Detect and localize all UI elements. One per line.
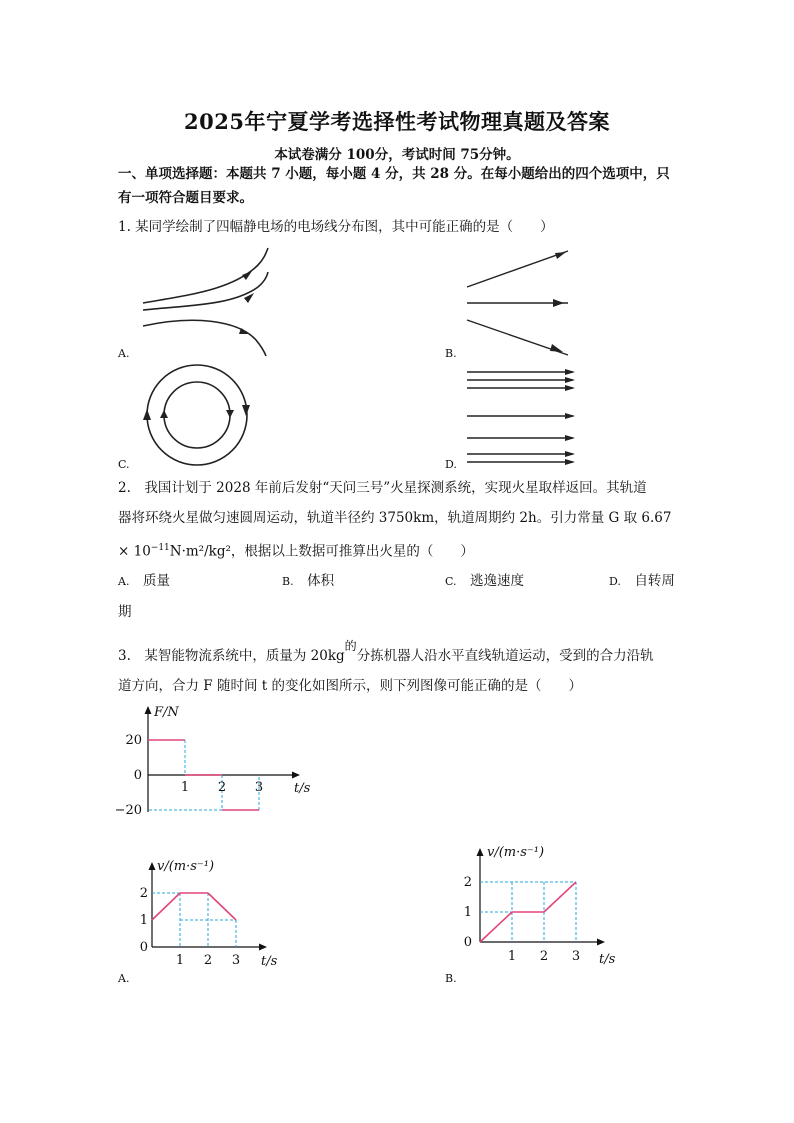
x-axis-label: t/s [599,952,616,967]
x-tick-label: 2 [539,949,549,964]
y-tick-label: 1 [139,913,148,928]
data-segment [208,893,236,920]
question-1-stem: 1. 某同学绘制了四幅静电场的电场线分布图，其中可能正确的是（ ） [118,219,554,235]
field-line [143,320,266,356]
axis-arrow [149,862,156,870]
y-axis-label: v/(m·s⁻¹) [487,845,545,860]
velocity-graph-a [115,852,285,972]
x-tick-label: 3 [254,780,264,795]
axis-arrow [259,944,267,951]
axis-arrow [145,706,152,714]
q2-option-c: C. 逃逸速度 [445,573,525,589]
page-title: 2025年宁夏学考选择性考试物理真题及答案 [184,109,610,134]
field-line [143,248,268,303]
q1-option-c-label: C. [118,458,130,471]
question-2-line1: 2. 我国计划于 2028 年前后发射“天问三号”火星探测系统，实现火星取样返回。其轨道 [118,480,647,496]
y-axis-label: v/(m·s⁻¹) [157,859,215,874]
q1-option-d-label: D. [445,458,457,471]
q1-option-c-diagram [140,368,255,463]
y-axis-label: F/N [154,705,179,720]
y-tick-label: 0 [133,768,142,783]
section-heading-line1: 一、单项选择题：本题共 7 小题，每小题 4 分，共 28 分。在每小题给出的四个选项中，只 [118,166,670,182]
q1-option-d-diagram [465,368,580,468]
y-tick-label: 0 [139,940,148,955]
q3-option-a-label: A. [118,972,130,985]
data-segment [544,882,576,912]
question-2-line3: × $10^{-11}N\cdot m^2$/kg²，根据以上数据可推算出火星的（ ） [118,543,474,560]
x-tick-label: 3 [571,949,581,964]
question-2-line2: 器将环绕火星做匀速圆周运动，轨道半径约 3750km，轨道周期约 2h。引力常量 G 取 6.67 [118,510,672,526]
q2-option-b: B. 体积 [282,573,335,589]
q2-option-d-wrap: 期 [118,604,132,620]
force-time-graph [110,700,320,830]
data-segment [152,893,180,920]
question-3-line2: 道方向，合力 F 随时间 t 的变化如图所示，则下列图像可能正确的是（ ） [118,678,582,694]
x-tick-label: 2 [203,953,213,968]
y-tick-label: 2 [463,875,472,890]
question-3-line1: 3. 某智能物流系统中，质量为 20kg的分拣机器人沿水平直线轨道运动，受到的合力沿轨 [118,639,654,664]
exam-info: 本试卷满分 100分，考试时间 75分钟。 [274,147,520,163]
x-tick-label: 1 [175,953,185,968]
q1-option-a-label: A. [118,347,130,360]
x-tick-label: 1 [507,949,517,964]
x-axis-label: t/s [294,781,311,796]
y-tick-label: 1 [463,905,472,920]
data-segment [480,912,512,942]
q1-option-a-diagram [138,245,278,360]
axis-arrow [477,848,484,856]
y-tick-label: 2 [139,886,148,901]
q3-option-b-label: B. [445,972,457,985]
x-tick-label: 3 [231,953,241,968]
x-tick-label: 2 [217,780,227,795]
y-tick-label: −20 [114,803,142,818]
q2-option-d: D. 自转周 [609,573,675,589]
x-axis-label: t/s [261,954,278,969]
section-heading-line2: 有一项符合题目要求。 [118,190,253,206]
axis-arrow [597,939,605,946]
x-tick-label: 1 [180,780,190,795]
velocity-graph-b [445,838,625,973]
q2-option-a: A. 质量 [118,573,170,589]
y-tick-label: 0 [463,935,472,950]
q1-option-b-label: B. [445,347,457,360]
axis-arrow [292,772,300,779]
q1-option-b-diagram [465,248,575,360]
y-tick-label: 20 [125,733,142,748]
